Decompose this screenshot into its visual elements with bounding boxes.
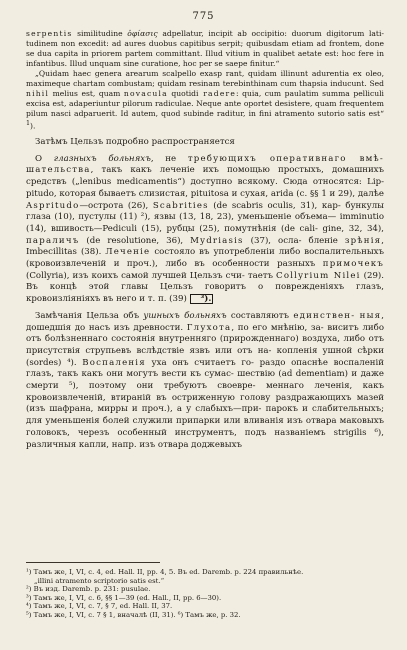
spaced-word: шательства (26, 165, 91, 176)
text-run: (Collyria), изъ коихъ самой лучшей Цельзъ счи- (26, 270, 245, 281)
text-run: (37), осла- (243, 235, 302, 246)
footnote-5-6: ⁵) Тамъ же, I, VI, c. 7 § 1, вначалѣ (II, 31). ⁶) Тамъ же, p. 32. (26, 610, 241, 619)
spaced-word: nihil (26, 89, 50, 99)
spaced-word: novacula (123, 89, 168, 99)
footnote-4: ⁴) Тамъ же, I, VI, c. 7, § 7, ed. Hall. II, 37. (26, 602, 173, 610)
text-run: состояло въ употребленіи (150, 247, 275, 258)
text-line: шествію (ad dementiam) и даже смерти ⁵), поэтому они требуютъ своевре- (26, 369, 384, 392)
spaced-word: Scabrities (152, 200, 209, 211)
text-run: поврежденіяхъ глазъ, кровоизліяніяхъ въ него и т. п. (39) (26, 282, 385, 305)
text-line: oleo, maximeque chartam combustam; quidam resinam terebinthinam cum thapsia inducunt. (26, 69, 384, 89)
spaced-word: параличъ (26, 235, 80, 246)
footnotes (26, 568, 384, 619)
spaced-word: Леченіе (105, 247, 151, 258)
text-run: О (35, 153, 54, 164)
text-line: парокъ и слабительныхъ; для уменьшенія болей служили припарки или (26, 404, 385, 427)
text-line: меннаго леченія, какъ кровоизвлеченій, втираній въ остриженную голову (26, 381, 385, 403)
italic-term: глазныхъ больняхъ (53, 153, 151, 164)
text-line: бункулы глаза (10), пустулы (11) ²), язвы (13, 18, 23), уменьшеніе объема— (26, 200, 384, 223)
text-line: pelliculi excisa est, adaperiuntur pilorum radiculae. Neque ante oportet desistere, quam (26, 89, 384, 109)
quote-mark: “ (275, 59, 280, 69)
text-line: „Quidam haec genera arearum scalpello exasp rant, quidam illinunt adurentia ex (35, 69, 362, 79)
text-line: tudinem non excedit: ad aures duobus capitibus serpit; quibusdam etiam ad frontem, done (26, 39, 384, 49)
spaced-word: требующихъ оперативнаго вмѣ- (187, 153, 385, 164)
text-run: —острота (26), (79, 200, 153, 211)
latin-paragraph-1 (26, 29, 384, 69)
text-run: (de scabris oculis, 31), кар- (208, 200, 341, 211)
text-line: pitudo, которая бываетъ слизистая, pituitosa и сухая, arida (c. §§ 1 и 29), (26, 188, 356, 199)
text-line: in infantibus. Illud unquam sine curatione, hoc per se saepe finitur. (26, 49, 384, 69)
text-run: (29). Въ концѣ этой главы Цельзъ говоритъ о (26, 270, 385, 293)
text-line: раздражающихъ мазей (изъ шафрана, мирры и проч.), а у слабыхъ—при- (26, 392, 385, 415)
text-run: бленіе (308, 235, 345, 246)
text-line: раздо опаснѣе воспаленій глазъ, такъ какъ они могутъ вести къ сумас- (26, 357, 384, 380)
spaced-word: примочекъ (322, 259, 384, 270)
text-line: вливанія изъ отвара маковыхъ головокъ, черезъ особенный инструментъ, (26, 416, 385, 438)
text-run: ). (30, 121, 36, 131)
text-line: воздуха, либо отъ присутствія струпьевъ вслѣдствіе язвъ или отъ на- (26, 334, 384, 356)
footnote-ref: 1 (26, 120, 31, 128)
text-run: , такъ какъ леченіе ихъ помощью простыхъ, домашнихъ (90, 165, 384, 176)
text-run: , Imbecillitas (38). (26, 235, 384, 258)
ear-diseases-paragraph (26, 311, 384, 451)
spaced-word: единствен- (293, 310, 356, 321)
eye-diseases-paragraph (26, 154, 384, 306)
spaced-word: Collyrium Nilei (276, 270, 361, 281)
text-run: разныхъ (277, 259, 323, 270)
text-run: (de resolutione, 36), (79, 235, 191, 246)
text-line: средствъ („lenibus medicamentis“) доступно всякому. Сюда относятся: Lip- (26, 177, 384, 188)
text-run: melius est, quam (49, 89, 124, 99)
text-run: gine, 32, 34), (322, 223, 384, 234)
spaced-word: зрѣнія (344, 235, 382, 246)
spaced-word: serpentis (26, 29, 73, 38)
spaced-word: Глухота (186, 322, 232, 333)
text-run: quotidi (167, 89, 199, 99)
footnote-2: ²) Въ изд. Daremb. p. 231: pusulae. (26, 585, 151, 593)
text-line: sutorio satis est“ (317, 109, 384, 119)
text-run: таетъ (247, 270, 277, 281)
text-run: уха онъ считаетъ го- (145, 357, 254, 368)
text-run: : quia, cum paulatim summa (236, 89, 350, 99)
text-line: виситъ либо отъ болѣзненнаго состоянія внутренняго (прирожденнаго) (26, 322, 385, 345)
italic-term: ушныхъ больняхъ (143, 310, 227, 321)
greek-word: ὀφίασις (127, 29, 158, 38)
text-run: similitudine (72, 29, 128, 38)
text-line: se dua capita in priorem partem committant. Illud vitium in qualibet aetate est: hoc fere (26, 49, 374, 59)
page-number: 775 (192, 11, 215, 22)
spaced-word: ныя (359, 310, 382, 321)
spaced-word: Воспаленія (82, 357, 146, 368)
text-run: копленія ушной сѣрки (sordes) (26, 345, 385, 368)
footnote-ref-boxed: ³). (190, 294, 214, 304)
text-line: imminutio (14), вшивость—Pediculi (15), рубцы (25), помутнѣнія (de cali- (26, 212, 384, 234)
text-line: подъ названіемъ strigilis ⁶), различныя капли, напр. изъ отвара доджевыхъ (26, 427, 385, 450)
text-run: adpellatur, incipit ab occipitio: duorum digitorum lati- (157, 29, 384, 38)
text-line: либо воспалительныхъ (кровоизвлеченій и проч.), либо въ особенности (26, 247, 384, 270)
text-run: далѣе (357, 188, 384, 199)
footnote-divider (26, 562, 160, 563)
spaced-word: radere (198, 89, 237, 99)
text-run: составляютъ (226, 310, 294, 321)
spaced-word: Mydriasis (190, 235, 244, 246)
footnote-1-continued: „illini atramento scriptorio satis est.“ (34, 576, 165, 585)
body-text (26, 29, 384, 451)
russian-intro (26, 137, 384, 149)
text-line: Затѣмъ Цельзъ подробно распространяется (35, 137, 235, 147)
text-run: , по его мнѣнію, за- (231, 322, 324, 333)
latin-paragraph-2 (26, 69, 384, 132)
footnote-3: ³) Тамъ же, I, VI, c. 6, §§ 1—39 (ed. Hall., II, pp. 6—30). (26, 593, 222, 602)
text-line: frequentem pilum nasci adparuerit. Id autem, quod subinde raditur, in fini atramento (26, 99, 384, 119)
spaced-word: Aspritudo (26, 200, 80, 211)
text-run: , не (150, 153, 188, 164)
footnote-ref: ⁴). (67, 357, 83, 368)
text-run: Замѣчанія Цельза объ (35, 310, 144, 321)
footnote-1: ¹) Тамъ же, I, VI, c. 4, ed. Hall. II, pp. 4, 5. Въ ed. Daremb. p. 224 правильнѣе. (26, 568, 304, 576)
text-run: , дошедшія до насъ изъ древности. (26, 310, 384, 333)
text-run: Sed (369, 79, 384, 89)
